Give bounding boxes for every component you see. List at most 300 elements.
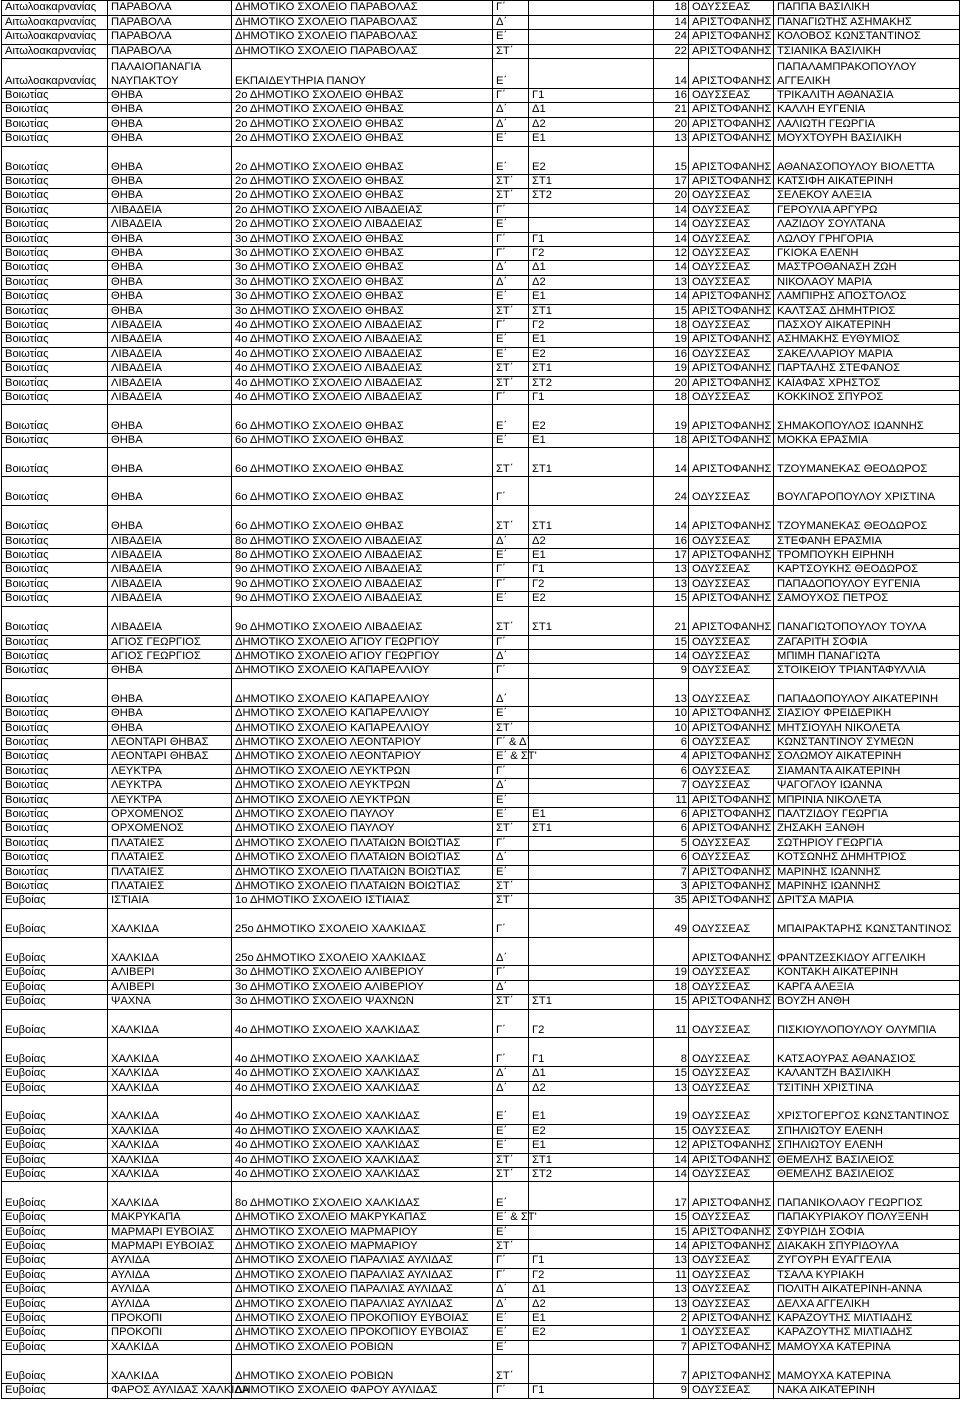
cell-program: ΑΡΙΣΤΟΦΑΝΗΣ bbox=[689, 592, 774, 606]
cell-grade: Γ΄ bbox=[493, 477, 529, 506]
cell-town: ΘΗΒΑ bbox=[108, 304, 232, 318]
cell-teacher: ΠΑΝΑΓΙΩΤΗΣ ΑΣΗΜΑΚΗΣ bbox=[774, 15, 960, 30]
cell-grade: ΣΤ΄ bbox=[493, 1168, 529, 1182]
cell-teacher: ΚΟΤΣΩΝΗΣ ΔΗΜΗΤΡΙΟΣ bbox=[774, 851, 960, 865]
cell-section bbox=[529, 218, 654, 232]
cell-school: 2ο ΔΗΜΟΤΙΚΟ ΣΧΟΛΕΙΟ ΘΗΒΑΣ bbox=[232, 117, 493, 131]
cell-town: ΘΗΒΑ bbox=[108, 678, 232, 706]
cell-program: ΟΔΥΣΣΕΑΣ bbox=[689, 1, 774, 16]
cell-students: 13 bbox=[654, 1081, 689, 1095]
cell-school: ΔΗΜΟΤΙΚΟ ΣΧΟΛΕΙΟ ΚΑΠΑΡΕΛΛΙΟΥ bbox=[232, 678, 493, 706]
cell-grade: Ε΄ bbox=[493, 1312, 529, 1326]
cell-section: Δ2 bbox=[529, 1297, 654, 1311]
cell-program: ΟΔΥΣΣΕΑΣ bbox=[689, 319, 774, 333]
cell-program: ΟΔΥΣΣΕΑΣ bbox=[689, 477, 774, 506]
cell-teacher: ΒΟΥΖΗ ΑΝΘΗ bbox=[774, 995, 960, 1009]
cell-program: ΑΡΙΣΤΟΦΑΝΗΣ bbox=[689, 1312, 774, 1326]
cell-teacher: ΦΡΑΝΤΖΕΣΚΙΔΟΥ ΑΓΓΕΛΙΚΗ bbox=[774, 937, 960, 966]
cell-section: Ε2 bbox=[529, 146, 654, 174]
cell-school: ΔΗΜΟΤΙΚΟ ΣΧΟΛΕΙΟ ΚΑΠΑΡΕΛΛΙΟΥ bbox=[232, 664, 493, 678]
cell-town: ΧΑΛΚΙΔΑ bbox=[108, 908, 232, 937]
cell-section bbox=[529, 477, 654, 506]
cell-town: ΛΙΒΑΔΕΙΑ bbox=[108, 376, 232, 390]
cell-town: ΧΑΛΚΙΔΑ bbox=[108, 1067, 232, 1081]
cell-town: ΧΑΛΚΙΔΑ bbox=[108, 1168, 232, 1182]
cell-teacher: ΚΩΝΣΤΑΝΤΙΝΟΥ ΣΥΜΕΩΝ bbox=[774, 735, 960, 749]
cell-region: Ευβοίας bbox=[2, 908, 108, 937]
cell-region: Βοιωτίας bbox=[2, 290, 108, 304]
cell-program: ΟΔΥΣΣΕΑΣ bbox=[689, 1268, 774, 1282]
cell-teacher: ΔΡΙΤΣΑ ΜΑΡΙΑ bbox=[774, 894, 960, 908]
cell-teacher: ΤΡΙΚΑΛΙΤΗ ΑΘΑΝΑΣΙΑ bbox=[774, 88, 960, 102]
table-row bbox=[2, 232, 960, 246]
cell-town: ΛΙΒΑΔΕΙΑ bbox=[108, 347, 232, 361]
cell-region: Βοιωτίας bbox=[2, 577, 108, 591]
cell-section: ΣΤ1 bbox=[529, 505, 654, 534]
cell-grade: Δ΄ bbox=[493, 678, 529, 706]
cell-students: 21 bbox=[654, 103, 689, 117]
cell-region: Βοιωτίας bbox=[2, 448, 108, 477]
cell-school: 1ο ΔΗΜΟΤΙΚΟ ΣΧΟΛΕΙΟ ΙΣΤΙΑΙΑΣ bbox=[232, 894, 493, 908]
table-row bbox=[2, 879, 960, 893]
cell-teacher: ΠΑΣΧΟΥ ΑΙΚΑΤΕΡΙΝΗ bbox=[774, 319, 960, 333]
cell-students: 2 bbox=[654, 1312, 689, 1326]
cell-region: Ευβοίας bbox=[2, 1168, 108, 1182]
cell-school: 4ο ΔΗΜΟΤΙΚΟ ΣΧΟΛΕΙΟ ΧΑΛΚΙΔΑΣ bbox=[232, 1081, 493, 1095]
cell-students: 12 bbox=[654, 1139, 689, 1153]
cell-section: Ε1 bbox=[529, 132, 654, 146]
cell-section: Γ1 bbox=[529, 1254, 654, 1268]
cell-program: ΑΡΙΣΤΟΦΑΝΗΣ bbox=[689, 937, 774, 966]
cell-grade: Γ΄ bbox=[493, 908, 529, 937]
cell-students: 21 bbox=[654, 606, 689, 635]
cell-teacher: ΜΑΜΟΥΧΑ ΚΑΤΕΡΙΝΑ bbox=[774, 1340, 960, 1354]
table-row bbox=[2, 174, 960, 188]
cell-program: ΑΡΙΣΤΟΦΑΝΗΣ bbox=[689, 376, 774, 390]
cell-section: Ε1 bbox=[529, 549, 654, 563]
cell-section: ΣΤ1 bbox=[529, 304, 654, 318]
cell-section: Γ2 bbox=[529, 1268, 654, 1282]
cell-program: ΟΔΥΣΣΕΑΣ bbox=[689, 779, 774, 793]
cell-region: Ευβοίας bbox=[2, 1182, 108, 1211]
cell-teacher: ΠΑΠΑΔΟΠΟΥΛΟΥ ΕΥΓΕΝΙΑ bbox=[774, 577, 960, 591]
cell-students: 22 bbox=[654, 44, 689, 59]
cell-section: Ε2 bbox=[529, 405, 654, 434]
cell-school: ΔΗΜΟΤΙΚΟ ΣΧΟΛΕΙΟ ΑΓΙΟΥ ΓΕΩΡΓΙΟΥ bbox=[232, 635, 493, 649]
cell-grade: Γ΄ bbox=[493, 88, 529, 102]
cell-region: Βοιωτίας bbox=[2, 232, 108, 246]
cell-region: Αιτωλοακαρνανίας bbox=[2, 30, 108, 45]
cell-town: ΧΑΛΚΙΔΑ bbox=[108, 1009, 232, 1038]
table-row bbox=[2, 1153, 960, 1167]
cell-teacher: ΣΤΕΦΑΝΗ ΕΡΑΣΜΙΑ bbox=[774, 534, 960, 548]
table-row bbox=[2, 1312, 960, 1326]
cell-section: Δ2 bbox=[529, 1081, 654, 1095]
cell-school: 3ο ΔΗΜΟΤΙΚΟ ΣΧΟΛΕΙΟ ΘΗΒΑΣ bbox=[232, 261, 493, 275]
cell-grade: Δ΄ bbox=[493, 1067, 529, 1081]
cell-teacher: ΧΡΙΣΤΟΓΕΡΓΟΣ ΚΩΝΣΤΑΝΤΙΝΟΣ bbox=[774, 1096, 960, 1125]
cell-teacher: ΠΑΠΠΑ ΒΑΣΙΛΙΚΗ bbox=[774, 1, 960, 16]
table-row bbox=[2, 649, 960, 663]
cell-section: Γ1 bbox=[529, 1384, 654, 1398]
cell-school: 3ο ΔΗΜΟΤΙΚΟ ΣΧΟΛΕΙΟ ΘΗΒΑΣ bbox=[232, 232, 493, 246]
table-row bbox=[2, 146, 960, 174]
table-row bbox=[2, 290, 960, 304]
cell-grade: ΣΤ΄ bbox=[493, 606, 529, 635]
cell-school: 4ο ΔΗΜΟΤΙΚΟ ΣΧΟΛΕΙΟ ΧΑΛΚΙΔΑΣ bbox=[232, 1038, 493, 1067]
cell-school: 3ο ΔΗΜΟΤΙΚΟ ΣΧΟΛΕΙΟ ΘΗΒΑΣ bbox=[232, 247, 493, 261]
cell-section: Ε1 bbox=[529, 1312, 654, 1326]
cell-school: 2ο ΔΗΜΟΤΙΚΟ ΣΧΟΛΕΙΟ ΘΗΒΑΣ bbox=[232, 103, 493, 117]
table-row bbox=[2, 822, 960, 836]
cell-school: 4ο ΔΗΜΟΤΙΚΟ ΣΧΟΛΕΙΟ ΛΙΒΑΔΕΙΑΣ bbox=[232, 347, 493, 361]
cell-school: 9ο ΔΗΜΟΤΙΚΟ ΣΧΟΛΕΙΟ ΛΙΒΑΔΕΙΑΣ bbox=[232, 592, 493, 606]
cell-students: 6 bbox=[654, 851, 689, 865]
cell-region: Βοιωτίας bbox=[2, 88, 108, 102]
cell-region: Ευβοίας bbox=[2, 1283, 108, 1297]
cell-program: ΟΔΥΣΣΕΑΣ bbox=[689, 1254, 774, 1268]
cell-region: Βοιωτίας bbox=[2, 678, 108, 706]
cell-program: ΑΡΙΣΤΟΦΑΝΗΣ bbox=[689, 707, 774, 721]
cell-school: ΕΚΠΑΙΔΕΥΤΗΡΙΑ ΠΑΝΟΥ bbox=[232, 59, 493, 89]
cell-town: ΛΕΥΚΤΡΑ bbox=[108, 779, 232, 793]
cell-teacher: ΣΑΚΕΛΛΑΡΙΟΥ ΜΑΡΙΑ bbox=[774, 347, 960, 361]
cell-grade: ΣΤ΄ bbox=[493, 1240, 529, 1254]
cell-students: 18 bbox=[654, 391, 689, 405]
cell-students: 15 bbox=[654, 995, 689, 1009]
cell-section: Δ1 bbox=[529, 261, 654, 275]
cell-school: ΔΗΜΟΤΙΚΟ ΣΧΟΛΕΙΟ ΠΑΡΑΛΙΑΣ ΑΥΛΙΔΑΣ bbox=[232, 1254, 493, 1268]
cell-section: ΣΤ1 bbox=[529, 995, 654, 1009]
table-row bbox=[2, 793, 960, 807]
table-row bbox=[2, 203, 960, 217]
cell-program: ΑΡΙΣΤΟΦΑΝΗΣ bbox=[689, 290, 774, 304]
cell-program: ΟΔΥΣΣΕΑΣ bbox=[689, 189, 774, 203]
cell-town: ΛΙΒΑΔΕΙΑ bbox=[108, 333, 232, 347]
cell-program: ΟΔΥΣΣΕΑΣ bbox=[689, 1168, 774, 1182]
cell-grade: ΣΤ΄ bbox=[493, 448, 529, 477]
cell-region: Ευβοίας bbox=[2, 1326, 108, 1340]
cell-town: ΑΥΛΙΔΑ bbox=[108, 1297, 232, 1311]
cell-region: Βοιωτίας bbox=[2, 434, 108, 448]
cell-school: ΔΗΜΟΤΙΚΟ ΣΧΟΛΕΙΟ ΚΑΠΑΡΕΛΛΙΟΥ bbox=[232, 721, 493, 735]
table-row bbox=[2, 1268, 960, 1282]
table-row bbox=[2, 779, 960, 793]
cell-grade: Δ΄ bbox=[493, 1297, 529, 1311]
cell-students: 19 bbox=[654, 333, 689, 347]
cell-school: ΔΗΜΟΤΙΚΟ ΣΧΟΛΕΙΟ ΠΡΟΚΟΠΙΟΥ ΕΥΒΟΙΑΣ bbox=[232, 1312, 493, 1326]
cell-region: Βοιωτίας bbox=[2, 247, 108, 261]
cell-section bbox=[529, 1355, 654, 1384]
cell-region: Βοιωτίας bbox=[2, 836, 108, 850]
cell-grade: ΣΤ΄ bbox=[493, 1153, 529, 1167]
cell-section bbox=[529, 30, 654, 45]
cell-school: 25ο ΔΗΜΟΤΙΚΟ ΣΧΟΛΕΙΟ ΧΑΛΚΙΔΑΣ bbox=[232, 908, 493, 937]
cell-section: ΣΤ2 bbox=[529, 189, 654, 203]
cell-region: Ευβοίας bbox=[2, 937, 108, 966]
cell-town: ΘΗΒΑ bbox=[108, 448, 232, 477]
cell-program: ΑΡΙΣΤΟΦΑΝΗΣ bbox=[689, 174, 774, 188]
cell-program: ΟΔΥΣΣΕΑΣ bbox=[689, 577, 774, 591]
table-row bbox=[2, 1182, 960, 1211]
table-row bbox=[2, 1297, 960, 1311]
cell-section: Δ2 bbox=[529, 275, 654, 289]
cell-region: Βοιωτίας bbox=[2, 362, 108, 376]
cell-students: 10 bbox=[654, 707, 689, 721]
cell-students: 19 bbox=[654, 966, 689, 980]
cell-section bbox=[529, 764, 654, 778]
cell-school: 6ο ΔΗΜΟΤΙΚΟ ΣΧΟΛΕΙΟ ΘΗΒΑΣ bbox=[232, 448, 493, 477]
cell-teacher: ΖΑΓΑΡΙΤΗ ΣΟΦΙΑ bbox=[774, 635, 960, 649]
cell-grade: ΣΤ΄ bbox=[493, 995, 529, 1009]
cell-students: 11 bbox=[654, 1268, 689, 1282]
cell-school: 4ο ΔΗΜΟΤΙΚΟ ΣΧΟΛΕΙΟ ΧΑΛΚΙΔΑΣ bbox=[232, 1153, 493, 1167]
cell-grade: Γ΄ bbox=[493, 764, 529, 778]
table-row bbox=[2, 707, 960, 721]
cell-grade: Ε΄ & ΣΤ' bbox=[493, 1211, 529, 1225]
cell-teacher: ΠΑΠΑΚΥΡΙΑΚΟΥ ΠΟΛΥΞΕΝΗ bbox=[774, 1211, 960, 1225]
cell-section bbox=[529, 15, 654, 30]
cell-students: 9 bbox=[654, 664, 689, 678]
cell-program: ΟΔΥΣΣΕΑΣ bbox=[689, 347, 774, 361]
cell-students: 14 bbox=[654, 1240, 689, 1254]
table-row bbox=[2, 218, 960, 232]
cell-section: Ε2 bbox=[529, 1326, 654, 1340]
table-row bbox=[2, 15, 960, 30]
cell-section bbox=[529, 836, 654, 850]
cell-town: ΧΑΛΚΙΔΑ bbox=[108, 1139, 232, 1153]
cell-town: ΛΙΒΑΔΕΙΑ bbox=[108, 606, 232, 635]
cell-program: ΟΔΥΣΣΕΑΣ bbox=[689, 275, 774, 289]
cell-town: ΛΙΒΑΔΕΙΑ bbox=[108, 592, 232, 606]
cell-town: ΘΗΒΑ bbox=[108, 721, 232, 735]
cell-school: 9ο ΔΗΜΟΤΙΚΟ ΣΧΟΛΕΙΟ ΛΙΒΑΔΕΙΑΣ bbox=[232, 563, 493, 577]
cell-students: 15 bbox=[654, 592, 689, 606]
cell-students: 16 bbox=[654, 534, 689, 548]
cell-students: 8 bbox=[654, 1038, 689, 1067]
cell-grade: Ε΄ bbox=[493, 707, 529, 721]
cell-school: 2ο ΔΗΜΟΤΙΚΟ ΣΧΟΛΕΙΟ ΛΙΒΑΔΕΙΑΣ bbox=[232, 203, 493, 217]
table-row bbox=[2, 750, 960, 764]
cell-teacher: ΤΣΙΤΙΝΗ ΧΡΙΣΤΙΝΑ bbox=[774, 1081, 960, 1095]
cell-grade: Γ΄ & Δ΄ bbox=[493, 735, 529, 749]
cell-teacher: ΔΕΛΧΑ ΑΓΓΕΛΙΚΗ bbox=[774, 1297, 960, 1311]
cell-teacher: ΣΠΗΛΙΩΤΟΥ ΕΛΕΝΗ bbox=[774, 1124, 960, 1138]
cell-section bbox=[529, 779, 654, 793]
cell-school: 6ο ΔΗΜΟΤΙΚΟ ΣΧΟΛΕΙΟ ΘΗΒΑΣ bbox=[232, 405, 493, 434]
cell-program: ΑΡΙΣΤΟΦΑΝΗΣ bbox=[689, 505, 774, 534]
cell-section: Ε2 bbox=[529, 592, 654, 606]
cell-town: ΧΑΛΚΙΔΑ bbox=[108, 1340, 232, 1354]
cell-region: Βοιωτίας bbox=[2, 347, 108, 361]
cell-section bbox=[529, 635, 654, 649]
cell-section bbox=[529, 750, 654, 764]
cell-region: Βοιωτίας bbox=[2, 505, 108, 534]
table-row bbox=[2, 44, 960, 59]
cell-students: 16 bbox=[654, 88, 689, 102]
cell-region: Ευβοίας bbox=[2, 1355, 108, 1384]
cell-grade: Ε΄ bbox=[493, 807, 529, 821]
cell-section bbox=[529, 678, 654, 706]
table-row bbox=[2, 807, 960, 821]
cell-region: Βοιωτίας bbox=[2, 333, 108, 347]
cell-program: ΟΔΥΣΣΕΑΣ bbox=[689, 203, 774, 217]
cell-students: 20 bbox=[654, 117, 689, 131]
cell-town: ΘΗΒΑ bbox=[108, 247, 232, 261]
cell-section bbox=[529, 664, 654, 678]
cell-section bbox=[529, 649, 654, 663]
cell-students: 14 bbox=[654, 505, 689, 534]
cell-region: Βοιωτίας bbox=[2, 549, 108, 563]
cell-section: Γ1 bbox=[529, 88, 654, 102]
cell-program: ΑΡΙΣΤΟΦΑΝΗΣ bbox=[689, 995, 774, 1009]
cell-teacher: ΚΑΛΑΝΤΖΗ ΒΑΣΙΛΙΚΗ bbox=[774, 1067, 960, 1081]
cell-teacher: ΛΑΛΙΩΤΗ ΓΕΩΡΓΙΑ bbox=[774, 117, 960, 131]
cell-teacher: ΚΑΛΛΗ ΕΥΓΕΝΙΑ bbox=[774, 103, 960, 117]
cell-section: ΣΤ1 bbox=[529, 362, 654, 376]
cell-grade: ΣΤ΄ bbox=[493, 1355, 529, 1384]
cell-town: ΟΡΧΟΜΕΝΟΣ bbox=[108, 807, 232, 821]
cell-students: 6 bbox=[654, 764, 689, 778]
cell-town: ΛΕΟΝΤΑΡΙ ΘΗΒΑΣ bbox=[108, 735, 232, 749]
cell-region: Ευβοίας bbox=[2, 1009, 108, 1038]
cell-teacher: ΚΑΡΤΣΟΥΚΗΣ ΘΕΟΔΩΡΟΣ bbox=[774, 563, 960, 577]
table-row bbox=[2, 1168, 960, 1182]
cell-town: ΘΗΒΑ bbox=[108, 405, 232, 434]
table-row bbox=[2, 434, 960, 448]
cell-program: ΟΔΥΣΣΕΑΣ bbox=[689, 247, 774, 261]
cell-teacher: ΜΑΣΤΡΟΘΑΝΑΣΗ ΖΩΗ bbox=[774, 261, 960, 275]
cell-teacher: ΝΑΚΑ ΑΙΚΑΤΕΡΙΝΗ bbox=[774, 1384, 960, 1398]
cell-grade: Γ΄ bbox=[493, 563, 529, 577]
cell-grade: Γ΄ bbox=[493, 1254, 529, 1268]
cell-section: Ε1 bbox=[529, 1139, 654, 1153]
cell-region: Βοιωτίας bbox=[2, 405, 108, 434]
cell-region: Βοιωτίας bbox=[2, 592, 108, 606]
table-row bbox=[2, 894, 960, 908]
cell-school: ΔΗΜΟΤΙΚΟ ΣΧΟΛΕΙΟ ΠΑΡΑΛΙΑΣ ΑΥΛΙΔΑΣ bbox=[232, 1283, 493, 1297]
cell-students: 49 bbox=[654, 908, 689, 937]
cell-section bbox=[529, 793, 654, 807]
cell-town: ΛΙΒΑΔΕΙΑ bbox=[108, 577, 232, 591]
cell-teacher: ΛΑΖΙΔΟΥ ΣΟΥΛΤΑΝΑ bbox=[774, 218, 960, 232]
cell-region: Βοιωτίας bbox=[2, 879, 108, 893]
cell-region: Βοιωτίας bbox=[2, 793, 108, 807]
cell-teacher: ΑΣΗΜΑΚΗΣ ΕΥΘΥΜΙΟΣ bbox=[774, 333, 960, 347]
cell-program: ΑΡΙΣΤΟΦΑΝΗΣ bbox=[689, 1355, 774, 1384]
cell-program: ΟΔΥΣΣΕΑΣ bbox=[689, 261, 774, 275]
cell-region: Βοιωτίας bbox=[2, 189, 108, 203]
table-row bbox=[2, 937, 960, 966]
cell-teacher: ΤΡΟΜΠΟΥΚΗ ΕΙΡΗΝΗ bbox=[774, 549, 960, 563]
cell-school: 3ο ΔΗΜΟΤΙΚΟ ΣΧΟΛΕΙΟ ΨΑΧΝΩΝ bbox=[232, 995, 493, 1009]
table-row bbox=[2, 347, 960, 361]
cell-teacher: ΚΟΝΤΑΚΗ ΑΙΚΑΤΕΡΙΝΗ bbox=[774, 966, 960, 980]
cell-teacher: ΤΣΑΛΑ ΚΥΡΙΑΚΗ bbox=[774, 1268, 960, 1282]
cell-grade: ΣΤ΄ bbox=[493, 174, 529, 188]
cell-section bbox=[529, 966, 654, 980]
cell-section: Γ1 bbox=[529, 1038, 654, 1067]
cell-grade: Ε΄ bbox=[493, 549, 529, 563]
cell-town: ΑΛΙΒΕΡΙ bbox=[108, 980, 232, 994]
cell-section: Γ1 bbox=[529, 391, 654, 405]
cell-program: ΟΔΥΣΣΕΑΣ bbox=[689, 1124, 774, 1138]
cell-program: ΑΡΙΣΤΟΦΑΝΗΣ bbox=[689, 1240, 774, 1254]
cell-program: ΟΔΥΣΣΕΑΣ bbox=[689, 635, 774, 649]
cell-school: ΔΗΜΟΤΙΚΟ ΣΧΟΛΕΙΟ ΦΑΡΟΥ ΑΥΛΙΔΑΣ bbox=[232, 1384, 493, 1398]
cell-program: ΑΡΙΣΤΟΦΑΝΗΣ bbox=[689, 448, 774, 477]
table-row bbox=[2, 592, 960, 606]
cell-section bbox=[529, 908, 654, 937]
cell-town: ΑΓΙΟΣ ΓΕΩΡΓΙΟΣ bbox=[108, 635, 232, 649]
cell-teacher: ΣΕΛΕΚΟΥ ΑΛΕΞΙΑ bbox=[774, 189, 960, 203]
cell-teacher: ΓΕΡΟΥΛΙΑ ΑΡΓΥΡΩ bbox=[774, 203, 960, 217]
cell-teacher: ΠΑΡΤΑΛΗΣ ΣΤΕΦΑΝΟΣ bbox=[774, 362, 960, 376]
cell-students: 15 bbox=[654, 1225, 689, 1239]
cell-program: ΑΡΙΣΤΟΦΑΝΗΣ bbox=[689, 103, 774, 117]
cell-town: ΑΓΙΟΣ ΓΕΩΡΓΙΟΣ bbox=[108, 649, 232, 663]
cell-school: 8ο ΔΗΜΟΤΙΚΟ ΣΧΟΛΕΙΟ ΛΙΒΑΔΕΙΑΣ bbox=[232, 549, 493, 563]
cell-students: 14 bbox=[654, 232, 689, 246]
cell-students: 13 bbox=[654, 678, 689, 706]
cell-teacher: ΣΟΛΩΜΟΥ ΑΙΚΑΤΕΡΙΝΗ bbox=[774, 750, 960, 764]
cell-students: 24 bbox=[654, 477, 689, 506]
cell-region: Βοιωτίας bbox=[2, 477, 108, 506]
cell-teacher: ΚΟΚΚΙΝΟΣ ΣΠΥΡΟΣ bbox=[774, 391, 960, 405]
cell-grade: Γ΄ bbox=[493, 966, 529, 980]
cell-school: 4ο ΔΗΜΟΤΙΚΟ ΣΧΟΛΕΙΟ ΧΑΛΚΙΔΑΣ bbox=[232, 1009, 493, 1038]
cell-program: ΟΔΥΣΣΕΑΣ bbox=[689, 664, 774, 678]
cell-program: ΟΔΥΣΣΕΑΣ bbox=[689, 391, 774, 405]
cell-town: ΧΑΛΚΙΔΑ bbox=[108, 1124, 232, 1138]
cell-program: ΟΔΥΣΣΕΑΣ bbox=[689, 735, 774, 749]
cell-school: ΔΗΜΟΤΙΚΟ ΣΧΟΛΕΙΟ ΠΛΑΤΑΙΩΝ ΒΟΙΩΤΙΑΣ bbox=[232, 836, 493, 850]
cell-town: ΠΛΑΤΑΙΕΣ bbox=[108, 879, 232, 893]
cell-section bbox=[529, 937, 654, 966]
cell-region: Βοιωτίας bbox=[2, 261, 108, 275]
cell-grade: Γ΄ bbox=[493, 836, 529, 850]
cell-town: ΠΑΛΑΙΟΠΑΝΑΓΙΑ ΝΑΥΠΑΚΤΟΥ bbox=[108, 59, 232, 89]
cell-region: Βοιωτίας bbox=[2, 707, 108, 721]
cell-program: ΟΔΥΣΣΕΑΣ bbox=[689, 1326, 774, 1340]
cell-region: Βοιωτίας bbox=[2, 606, 108, 635]
table-row bbox=[2, 664, 960, 678]
cell-region: Βοιωτίας bbox=[2, 851, 108, 865]
table-row bbox=[2, 1, 960, 16]
cell-students: 7 bbox=[654, 779, 689, 793]
cell-program: ΑΡΙΣΤΟΦΑΝΗΣ bbox=[689, 1139, 774, 1153]
cell-students: 14 bbox=[654, 1168, 689, 1182]
cell-teacher: ΜΠΡΙΝΙΑ ΝΙΚΟΛΕΤΑ bbox=[774, 793, 960, 807]
cell-region: Βοιωτίας bbox=[2, 174, 108, 188]
cell-section: Γ2 bbox=[529, 247, 654, 261]
cell-school: ΔΗΜΟΤΙΚΟ ΣΧΟΛΕΙΟ ΛΕΥΚΤΡΩΝ bbox=[232, 764, 493, 778]
cell-region: Ευβοίας bbox=[2, 1096, 108, 1125]
cell-program: ΟΔΥΣΣΕΑΣ bbox=[689, 980, 774, 994]
cell-program: ΟΔΥΣΣΕΑΣ bbox=[689, 563, 774, 577]
cell-students: 20 bbox=[654, 189, 689, 203]
cell-students: 13 bbox=[654, 275, 689, 289]
cell-school: 9ο ΔΗΜΟΤΙΚΟ ΣΧΟΛΕΙΟ ΛΙΒΑΔΕΙΑΣ bbox=[232, 577, 493, 591]
cell-school: 4ο ΔΗΜΟΤΙΚΟ ΣΧΟΛΕΙΟ ΛΙΒΑΔΕΙΑΣ bbox=[232, 391, 493, 405]
table-row bbox=[2, 448, 960, 477]
cell-grade: Δ΄ bbox=[493, 261, 529, 275]
cell-students: 6 bbox=[654, 735, 689, 749]
cell-students: 35 bbox=[654, 894, 689, 908]
cell-town: ΠΑΡΑΒΟΛΑ bbox=[108, 15, 232, 30]
table-row bbox=[2, 505, 960, 534]
cell-teacher: ΖΥΓΟΥΡΗ ΕΥΑΓΓΕΛΙΑ bbox=[774, 1254, 960, 1268]
